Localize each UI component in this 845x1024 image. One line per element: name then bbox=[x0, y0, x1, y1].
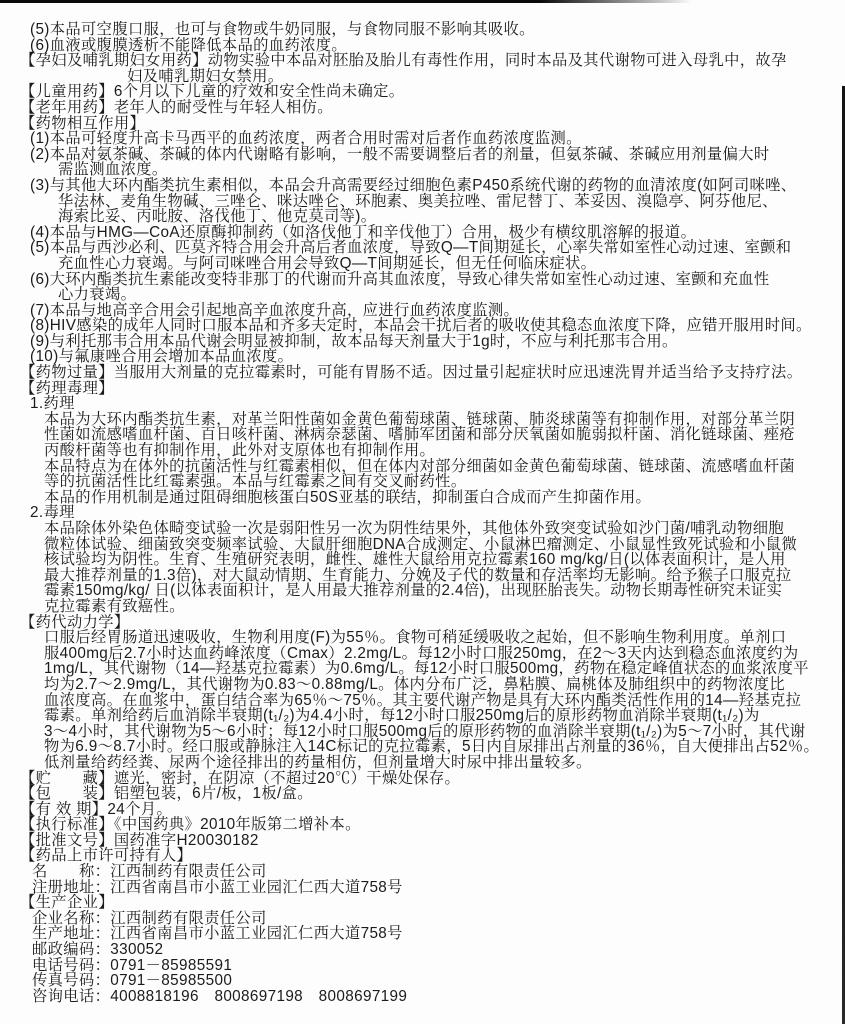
doc-line: 企业名称：江西制药有限责任公司 bbox=[32, 909, 267, 927]
doc-line: 微粒体试验、细菌致突变频率试验、大鼠肝细胞DNA合成测定、小鼠淋巴瘤测定、小鼠显性致死试验和小鼠微 bbox=[44, 535, 798, 553]
doc-line: 丙酸杆菌等也有抑制作用，此外对支原体也有抑制作用。 bbox=[44, 442, 436, 460]
doc-line: 【包 装】铝塑包装，6片/板，1板/盒。 bbox=[20, 785, 313, 803]
doc-content bbox=[0, 22, 839, 1004]
doc-line: 充血性心力衰竭。与阿司咪唑合用会导致Q—T间期延长，但无任何临床症状。 bbox=[58, 254, 597, 272]
doc-line: 心力衰竭。 bbox=[58, 286, 137, 304]
doc-line: (1)本品可轻度升高卡马西平的血药浓度，两者合用时需对后者作血药浓度监测。 bbox=[30, 130, 582, 148]
doc-line: (2)本品对氨茶碱、茶碱的体内代谢略有影响，一般不需要调整后者的剂量，但氨茶碱、茶碱应用剂量偏大时 bbox=[30, 145, 770, 163]
doc-line: 【儿童用药】6个月以下儿童的疗效和安全性尚未确定。 bbox=[20, 83, 405, 101]
doc-line: (9)与利托那韦合用本品代谢会明显被抑制，故本品每天剂量大于1g时，不应与利托那韦合用。 bbox=[30, 332, 678, 350]
doc-line: (5)本品可空腹口服，也可与食物或牛奶同服，与食物同服不影响其吸收。 bbox=[30, 21, 535, 38]
doc-line: 【贮 藏】遮光，密封，在阴凉（不超过20℃）干燥处保存。 bbox=[20, 769, 461, 787]
doc-line: 1.药理 bbox=[30, 395, 75, 413]
doc-line: 口服后经胃肠道迅速吸收，生物利用度(F)为55％。食物可稍延缓吸收之起始，但不影响生物利用度。单剂口 bbox=[44, 629, 787, 647]
doc-line: 传真号码：0791－85985500 bbox=[32, 972, 233, 990]
doc-line: 均为2.7～2.9mg/L，其代谢物为0.83～0.88mg/L。体内分布广泛，鼻粘膜、扁桃体及肺组织中的药物浓度比 bbox=[44, 675, 786, 693]
doc-line: 2.毒理 bbox=[30, 504, 75, 522]
doc-line: 本品为大环内酯类抗生素，对革兰阳性菌如金黄色葡萄球菌、链球菌、肺炎球菌等有抑制作用，对部分革兰阴 bbox=[44, 410, 796, 428]
doc-line: (6)血液或腹膜透析不能降低本品的血药浓度。 bbox=[30, 36, 348, 54]
doc-line: 本品除体外染色体畸变试验一次是弱阳性另一次为阴性结果外，其他体外致突变试验如沙门菌/哺乳动物细胞 bbox=[44, 520, 785, 537]
doc-line: 血浓度高。在血浆中，蛋白结合率为65％～75％。其主要代谢产物是具有大环内酯类活性作用的14—羟基克拉 bbox=[44, 691, 802, 709]
doc-line: 【批准文号】国药准字H20030182 bbox=[20, 831, 259, 849]
doc-line: (5)本品与西沙必利、匹莫齐特合用会升高后者血浓度，导致Q—T间期延长，心率失常如室性心动过速、室颤和 bbox=[30, 239, 792, 257]
doc-line: 【药物相互作用】 bbox=[20, 114, 146, 132]
doc-line: (4)本品与HMG—CoA还原酶抑制药（如洛伐他丁和辛伐他丁）合用，极少有横纹肌溶解的报道。 bbox=[30, 223, 697, 241]
doc-line: 【药品上市许可持有人】 bbox=[20, 847, 193, 865]
doc-line: 名 称：江西制药有限责任公司 bbox=[32, 863, 267, 881]
doc-line: 【药物过量】当服用大剂量的克拉霉素时，可能有胃肠不适。因过量引起症状时应迅速洗胃并适当给予支持疗法。 bbox=[20, 364, 803, 382]
doc-line: 物为6.9～8.7小时。经口服或静脉注入14C标记的克拉霉素，5日内自尿排出占剂量的36％，自大便排出占52％。 bbox=[44, 738, 820, 756]
doc-line: 核试验均为阴性。生育、生殖研究表明，雌性、雄性大鼠给用克拉霉素160 mg/kg/日(以体表面积计，是人用 bbox=[44, 551, 786, 569]
doc-line: 【有 效 期】24个月。 bbox=[20, 800, 173, 818]
doc-line: (10)与氟康唑合用会增加本品血浓度。 bbox=[30, 348, 294, 366]
scan-artifact-top-edge bbox=[0, 0, 692, 3]
doc-line: (3)与其他大环内酯类抗生素相似，本品会升高需要经过细胞色素P450系统代谢的药物的血清浓度(如阿司咪唑、 bbox=[30, 176, 797, 194]
doc-line: 妇及哺乳期妇女禁用。 bbox=[127, 67, 284, 85]
doc-line: 华法林、麦角生物碱、三唑仑、咪达唑仑、环胞素、奥美拉唑、雷尼替丁、苯妥因、溴隐亭、阿芬他尼、 bbox=[58, 192, 778, 210]
doc-line: 低剂量给药经粪、尿两个途径排出的药量相仿，但剂量增大时尿中排出量较多。 bbox=[44, 753, 592, 771]
doc-line: (6)大环内酯类抗生素能改变特非那丁的代谢而升高其血浓度，导致心律失常如室性心动过速、室颤和充血性 bbox=[30, 270, 770, 288]
doc-line: 克拉霉素有致癌性。 bbox=[44, 597, 185, 615]
doc-line: 1mg/L，其代谢物（14—羟基克拉霉素）为0.6mg/L。每12小时口服500mg，药物在稳定峰值状态的血浆浓度平 bbox=[44, 660, 809, 678]
doc-line: 【执行标准】《中国药典》2010年版第二增补本。 bbox=[20, 816, 361, 834]
doc-line: 需监测血浓度。 bbox=[58, 161, 168, 179]
doc-line: 【老年用药】老年人的耐受性与年轻人相仿。 bbox=[20, 98, 333, 116]
doc-line: 【生产企业】 bbox=[20, 894, 114, 912]
doc-line: 注册地址：江西省南昌市小蓝工业园汇仁西大道758号 bbox=[32, 878, 403, 896]
doc-line: 咨询电话：4008818196 8008697198 8008697199 bbox=[32, 987, 408, 1005]
doc-line: (8)HIV感染的成年人同时口服本品和齐多夫定时，本品会干扰后者的吸收使其稳态血浓度下降，应错开服用时间。 bbox=[30, 317, 812, 335]
doc-line: 海索比妥、丙吡胺、洛伐他丁、他克莫司等)。 bbox=[58, 208, 377, 226]
doc-line: 电话号码：0791－85985591 bbox=[32, 956, 233, 974]
doc-line: 服400mg后2.7小时达血药峰浓度（Cmax）2.2mg/L。每12小时口服250mg，在2～3天内达到稳态血浓度约为 bbox=[44, 644, 799, 662]
doc-line: 本品的作用机制是通过阻碍细胞核蛋白50S亚基的联结，抑制蛋白合成而产生抑菌作用。 bbox=[44, 488, 652, 506]
doc-line: 邮政编码：330052 bbox=[32, 941, 164, 959]
doc-line: 【药代动力学】 bbox=[20, 613, 130, 631]
doc-line: 性菌如流感嗜血杆菌、百日咳杆菌、淋病奈瑟菌、嗜肺军团菌和部分厌氧菌如脆弱拟杆菌、消化链球菌、痤疮 bbox=[44, 426, 796, 444]
doc-line: 【孕妇及哺乳期妇女用药】动物实验中本品对胚胎及胎儿有毒性作用，同时本品及其代谢物可进入母乳中，故孕 bbox=[20, 52, 787, 70]
doc-line: (7)本品与地高辛合用会引起地高辛血浓度升高，应进行血药浓度监测。 bbox=[30, 301, 520, 319]
doc-line: 霉素。单剂给药后血消除半衰期(t₁/₂)为4.4小时，每12小时口服250mg后的原形药物血消除半衰期(t₁/₂)为 bbox=[44, 707, 760, 725]
doc-line: 等的抗菌活性比红霉素强。本品与红霉素之间有交叉耐药性。 bbox=[44, 473, 467, 491]
doc-line: 3～4小时，其代谢物为5～6小时；每12小时口服500mg后的原形药物的血消除半衰期(t₁/₂)为5～7小时，其代谢 bbox=[44, 722, 806, 740]
doc-line: 【药理毒理】 bbox=[20, 379, 114, 397]
doc-line: 本品特点为在体外的抗菌活性与红霉素相似，但在体内对部分细菌如金黄色葡萄球菌、链球菌、流感嗜血杆菌 bbox=[44, 457, 796, 475]
doc-line: 最大推荐剂量的1.3倍)，对大鼠动情期、生育能力、分娩及子代的数量和存活率均无影响。给予猴子口服克拉 bbox=[44, 566, 792, 584]
doc-line: 生产地址：江西省南昌市小蓝工业园汇仁西大道758号 bbox=[32, 925, 403, 943]
doc-line: 霉素150mg/kg/ 日(以体表面积计，是人用最大推荐剂量的2.4倍)，出现胚胎丧失。动物长期毒性研究未证实 bbox=[44, 582, 783, 600]
